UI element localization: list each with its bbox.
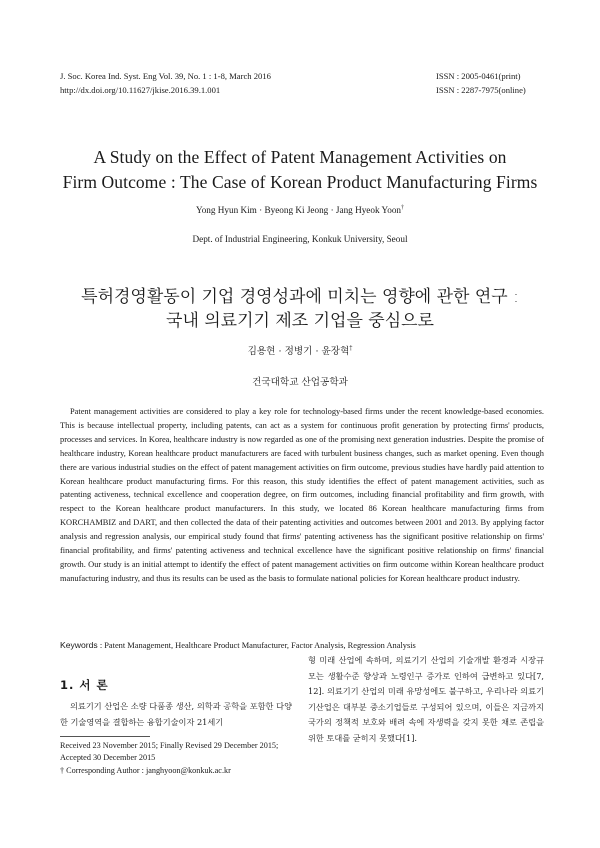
keywords-list: : Patent Management, Healthcare Product Manufacturer, Factor Analysis, Regression Analysis: [97, 641, 416, 650]
english-title-line-1: A Study on the Effect of Patent Management Activities on: [93, 147, 507, 167]
english-authors: [0, 205, 600, 215]
english-title: [30, 145, 570, 195]
korean-corresponding-mark: †: [349, 344, 353, 352]
footnote-dagger: †: [60, 765, 65, 775]
journal-header: [60, 69, 271, 97]
issn-print: ISSN : 2005-0461(print): [436, 71, 521, 81]
korean-author-names: 김용현 · 정병기 · 윤장혁: [247, 346, 350, 357]
footnotes: [60, 740, 294, 777]
korean-title-line-2: 국내 의료기기 제조 기업을 중심으로: [166, 311, 434, 331]
korean-title: [30, 285, 570, 333]
issn-header: [436, 69, 546, 97]
english-title-line-2: Firm Outcome : The Case of Korean Product Manufacturing Firms: [62, 172, 538, 192]
footnote-accepted: Accepted 30 December 2015: [60, 753, 156, 763]
footnote-received: Received 23 November 2015; Finally Revised 29 December 2015;: [60, 741, 279, 750]
issn-online: ISSN : 2287-7975(online): [436, 85, 526, 95]
korean-title-line-1: 특허경영활동이 기업 경영성과에 미치는 영향에 관한 연구 :: [81, 287, 519, 307]
journal-citation: J. Soc. Korea Ind. Syst. Eng Vol. 39, No. 1 : 1-8, March 2016: [60, 71, 271, 81]
section-heading-introduction: 1. 서 론: [60, 678, 109, 692]
body-text-right-column: 형 미래 산업에 속하며, 의료기기 산업의 기술개발 환경과 시장규모는 생활수준 향상과 노령인구 증가로 인하여 급변하고 있다[7, 12]. 의료기기 산업의 미래 유망성에도 불구하고, 우리나라 의료기기산업은 대부분 중소기업들로 구성되어 있으며, 이들은 지금까지 국가의 정책적 보호와 배려 속에 자생력을 갖지 못한 채로 존립을 위한 토대를 굳히지 못했다[1].: [308, 655, 544, 743]
keywords-label: Keywords: [60, 640, 98, 650]
footnote-corresponding: [60, 765, 294, 777]
body-text-left-column: 의료기기 산업은 소량 다품종 생산, 의학과 공학을 포함한 다양한 기술영역을 결합하는 융합기술이자 21세기: [60, 701, 292, 727]
doi-link[interactable]: http://dx.doi.org/10.11627/jkise.2016.39.1.001: [60, 85, 221, 95]
footnote-divider: [60, 736, 150, 737]
corresponding-author-mark: †: [401, 204, 405, 211]
corresponding-email: Corresponding Author : janghyoon@konkuk.ac.kr: [64, 765, 231, 775]
korean-authors: [0, 343, 600, 357]
keywords: [60, 639, 544, 652]
korean-affiliation: 건국대학교 산업공학과: [252, 377, 348, 388]
english-affiliation: Dept. of Industrial Engineering, Konkuk University, Seoul: [192, 234, 408, 244]
abstract: Patent management activities are considered to play a key role for technology-based firms under the recent knowledge-based economies. This is because intellectual property, including patents, can act as a system for continuous profit generation by protecting firms' products, processes and services. In Korea, healthcare industry is now regarded as one of the promising next generation industries. Despite the promise of healthcare industry, Korean healthcare product manufacturers are faced with turbulent business changes, such as market opening. Even though there are various industrial studies on the effect of patent management activities on firm outcome, previous studies have hardly paid attention to Korean healthcare product manufacturing firms. For this reason, this study identifies the effect of patent management activities, such as patenting activeness, technical excellence and cooperation degree, on firm outcomes, including financial profitability and firm growth, with respect to the Korean healthcare product manufacturers. In this study, we located 86 Korean healthcare manufacturing firms from KORCHAMBIZ and DART, and then collected the data of their patenting activities and outcomes between 2001 and 2013. By applying factor analysis and regression analysis, our empirical study found that firms' patenting activeness has the significant positive relationship on firms' financial profitability, and firms' patenting activeness and technical excellence have the significant positive relationship on firms' financial growth. Our study is an initial attempt to identify the effect of patent management activities on firm outcome within Korean healthcare product manufacturing industry, and thus its results can be used as the basis to formulate national policies for Korean healthcare product industry.: [60, 407, 544, 583]
english-author-names: Yong Hyun Kim · Byeong Ki Jeong · Jang Hyeok Yoon: [195, 205, 402, 215]
